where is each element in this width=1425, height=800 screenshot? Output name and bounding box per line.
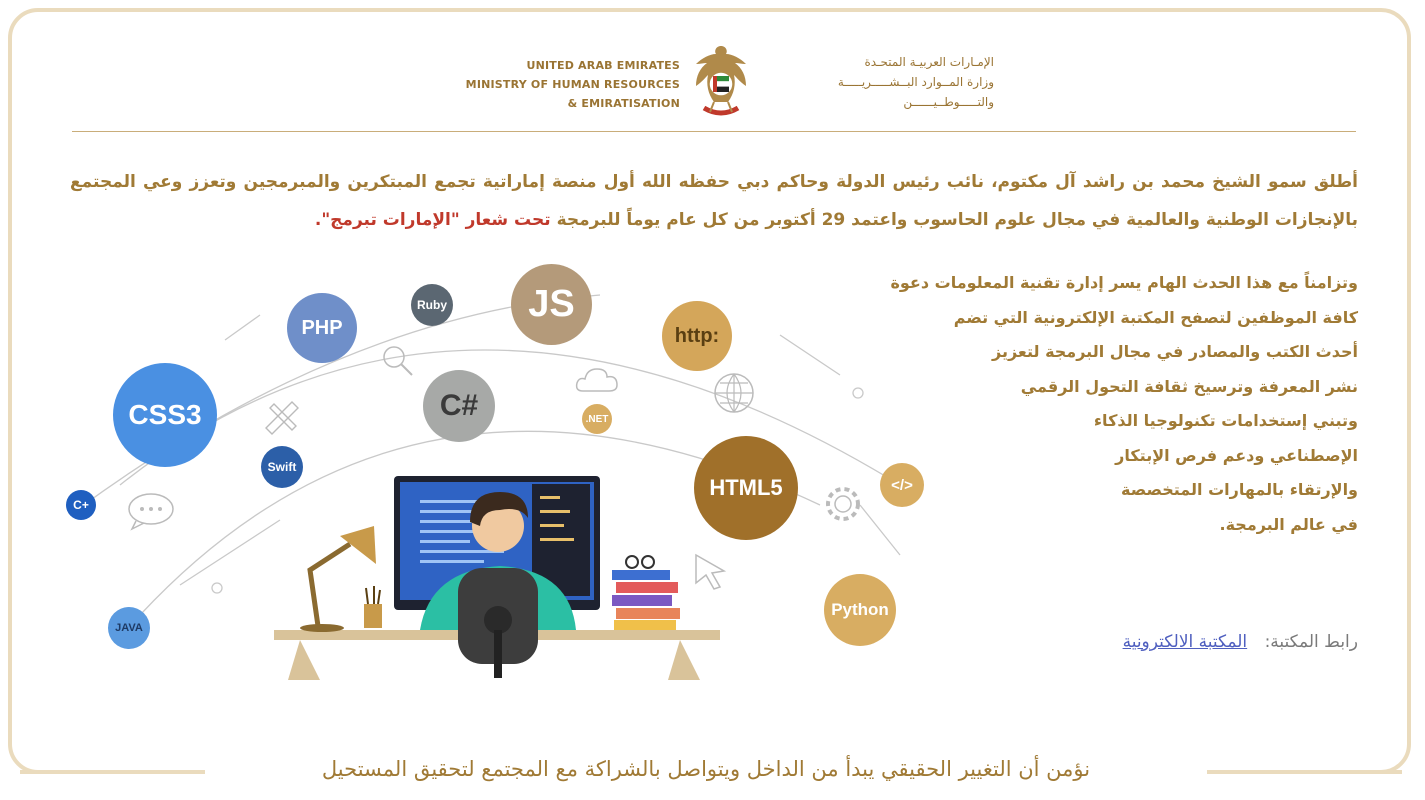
bubble-cplus: C+ — [66, 490, 96, 520]
intro-paragraph — [70, 163, 1358, 239]
paragraph-line-7: والإرتقاء بالمهارات المتخصصة — [1120, 480, 1358, 499]
ar-line-2: وزارة المــوارد البــشـــــريـــــة — [837, 75, 994, 89]
ruler-pencil-icon — [262, 398, 302, 438]
en-line-2: MINISTRY OF HUMAN RESOURCES — [465, 78, 680, 91]
paragraph-line-5: وتبني إستخدامات تكنولوجيا الذكاء — [1093, 411, 1358, 430]
paragraph-line-2: كافة الموظفين لتصفح المكتبة الإلكترونية التي تضم — [953, 307, 1358, 327]
ministry-header — [0, 40, 1425, 130]
paragraph-line-4: نشر المعرفة وترسيخ ثقافة التحول الرقمي — [1020, 376, 1358, 396]
globe-icon — [712, 371, 756, 415]
footer-line-right — [1212, 770, 1402, 774]
en-line-1: UNITED ARAB EMIRATES — [526, 59, 680, 72]
bubble-swift: Swift — [261, 446, 303, 488]
programming-illustration — [40, 255, 940, 725]
uae-falcon-emblem-icon — [690, 42, 752, 122]
library-label: رابط المكتبة: — [1264, 632, 1358, 652]
bubble-csharp: C# — [423, 370, 495, 442]
desk-scene — [270, 470, 730, 710]
header-divider — [72, 131, 1356, 132]
paragraph-line-6: الإصطناعي ودعم فرص الإبتكار — [1115, 445, 1358, 465]
bubble-css3: CSS3 — [113, 363, 217, 467]
paragraph-line-8: في عالم البرمجة. — [1219, 514, 1358, 534]
footer-slogan-text: نؤمن أن التغيير الحقيقي يبدأ من الداخل ويتواصل بالشراكة مع المجتمع لتحقيق المستحيل — [205, 752, 1207, 786]
ar-line-3: والتـــــوطــيــــــن — [903, 95, 994, 109]
chat-bubble-icon — [126, 491, 176, 531]
bubble-php: PHP — [287, 293, 357, 363]
intro-highlight-slogan: تحت شعار "الإمارات تبرمج". — [314, 210, 551, 230]
bubble-python: Python — [824, 574, 896, 646]
library-link-row — [900, 632, 1358, 652]
intro-text: أطلق سمو الشيخ محمد بن راشد آل مكتوم، نائب رئيس الدولة وحاكم دبي حفظه الله أول منصة إماراتية تجمع المبتكرين والمبرمجين وتعزز وعي المجتمع بالإنجازات الوطنية والعالمية في مجال علوم الحاسوب واعتمد 29 أكتوبر من كل عام يوماً للبرمجة — [70, 172, 1358, 230]
bubble-java: JAVA — [108, 607, 150, 649]
ministry-name-english — [440, 56, 680, 113]
footer-line-left — [20, 770, 200, 774]
bubble-code-tag: </> — [880, 463, 924, 507]
bubble-dotnet: .NET — [582, 404, 612, 434]
ar-line-1: الإمـارات العربيـة المتحـدة — [864, 55, 994, 69]
e-library-link[interactable]: المكتبة الالكترونية — [1122, 632, 1248, 652]
en-line-3: & EMIRATISATION — [567, 97, 680, 110]
ministry-name-arabic — [764, 52, 994, 112]
magnifier-icon — [380, 343, 416, 379]
bubble-js: JS — [511, 264, 592, 345]
bubble-html5: HTML5 — [694, 436, 798, 540]
paragraph-line-3: أحدث الكتب والمصادر في مجال البرمجة لتعزيز — [992, 342, 1358, 361]
paragraph-line-1: وتزامناً مع هذا الحدث الهام يسر إدارة تقنية المعلومات دعوة — [890, 273, 1358, 292]
bubble-http: http: — [662, 301, 732, 371]
bubble-ruby: Ruby — [411, 284, 453, 326]
gear-icon — [822, 483, 864, 525]
cloud-icon — [573, 363, 621, 395]
footer-slogan — [0, 752, 1425, 786]
